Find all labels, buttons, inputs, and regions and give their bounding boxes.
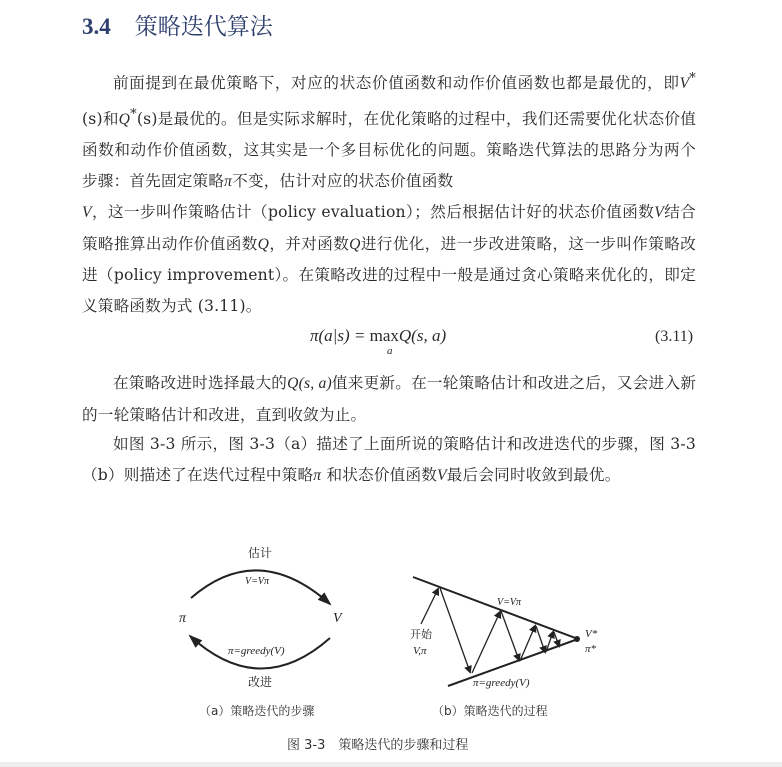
math-q: Q bbox=[349, 235, 361, 253]
caption-a: （a）策略迭代的步骤 bbox=[199, 704, 315, 718]
text: 如图 3-3 所示，图 3-3（a）描述了上面所说的策略估计和改进迭代的步骤，图 3-3（b）则描述了在迭代过程中策略 bbox=[82, 435, 696, 484]
label-v-eq-vpi: V=Vπ bbox=[497, 597, 521, 608]
text: ，并对函数 bbox=[269, 234, 350, 253]
text: 在策略改进时选择最大的 bbox=[113, 374, 288, 392]
label-greedy: π=greedy(V) bbox=[228, 645, 285, 657]
diagram-a bbox=[179, 545, 343, 689]
section-title: 策略迭代算法 bbox=[134, 14, 273, 40]
text: 最后会同时收敛到最优。 bbox=[446, 465, 621, 484]
section-number: 3.4 bbox=[82, 14, 111, 39]
node-v: V bbox=[333, 611, 342, 626]
text: 值来更新。在一轮策略估计和改进之后，又会进入新的一轮策略估计和改进，直到收敛为止。 bbox=[82, 374, 696, 424]
math-q: Q(s, a) bbox=[287, 375, 332, 392]
paragraph-1 bbox=[82, 64, 696, 321]
math-arg: (s) bbox=[82, 109, 103, 128]
caption-b: （b）策略迭代的过程 bbox=[432, 704, 548, 718]
label-start: 开始 bbox=[410, 628, 432, 641]
text: 和 bbox=[102, 109, 119, 128]
math-q: Q bbox=[118, 110, 131, 128]
math-q: Q bbox=[257, 235, 270, 253]
text: 是最优的。但是实际求解时，在优化策略的过程中，我们还需要优化状态价值函数和动作价值函数，这其实是一个多目标优化的问题。策略迭代算法的思路分为两个步骤：首先固定策略 bbox=[82, 109, 697, 190]
diagram-b bbox=[410, 577, 598, 689]
equation-lhs: π(a|s) = bbox=[310, 326, 370, 345]
text: 前面提到在最优策略下，对应的状态价值函数和动作价值函数也都是最优的，即 bbox=[113, 74, 680, 93]
equation bbox=[310, 326, 447, 357]
paragraph-3 bbox=[82, 429, 696, 491]
math-pi: π bbox=[224, 172, 233, 190]
zigzag-arrow bbox=[501, 611, 519, 660]
convergence-point bbox=[574, 636, 580, 642]
label-estimate: 估计 bbox=[248, 546, 273, 560]
text: 和状态价值函数 bbox=[321, 465, 438, 484]
section-heading bbox=[82, 8, 273, 41]
text: 结合策略推算出动作价值函数 bbox=[82, 203, 696, 253]
equation-rhs: Q(s, a) bbox=[398, 326, 447, 345]
zigzag-arrow bbox=[554, 632, 559, 646]
label-improve: 改进 bbox=[248, 675, 273, 689]
arrow-start bbox=[421, 589, 438, 624]
text: ，这一步叫作策略估计（policy evaluation）；然后根据估计好的状态价值函数 bbox=[91, 203, 655, 222]
figure-caption: 图 3-3 策略迭代的步骤和过程 bbox=[287, 738, 469, 753]
math-v: V bbox=[679, 75, 690, 93]
label-v-star: V* bbox=[585, 628, 598, 640]
math-v: V bbox=[82, 204, 92, 222]
equation-subscript: a bbox=[387, 345, 393, 357]
text: 进行优化，进一步改进策略，这一步叫作策略改进（policy improvement）。在策略改进的过程中一般是通过贪心策略来优化的，即定义策略函数为式 (3.11)。 bbox=[82, 234, 696, 315]
zigzag-arrow bbox=[536, 626, 545, 652]
line-evaluation bbox=[413, 577, 578, 639]
equation-max: max bbox=[369, 326, 399, 345]
paragraph-2 bbox=[82, 368, 696, 430]
math-sup: * bbox=[689, 71, 696, 86]
zigzag-arrow bbox=[440, 588, 470, 672]
label-pi-star: π* bbox=[585, 643, 597, 655]
math-sup: * bbox=[130, 106, 137, 122]
math-v: V bbox=[437, 466, 447, 484]
math-pi: π bbox=[313, 466, 322, 484]
text: 不变，估计对应的状态价值函数 bbox=[232, 171, 454, 190]
label-v-eq-vpi: V=Vπ bbox=[245, 576, 269, 587]
math-v: V bbox=[654, 204, 664, 222]
equation-number: (3.11) bbox=[655, 328, 694, 345]
label-greedy: π=greedy(V) bbox=[473, 677, 530, 689]
page-bottom-edge bbox=[0, 762, 782, 767]
zigzag-arrow bbox=[472, 612, 500, 673]
math-arg: (s) bbox=[136, 109, 158, 128]
label-start-vars: V,π bbox=[413, 645, 427, 657]
figure-3-3 bbox=[0, 530, 782, 705]
node-pi: π bbox=[179, 611, 187, 626]
